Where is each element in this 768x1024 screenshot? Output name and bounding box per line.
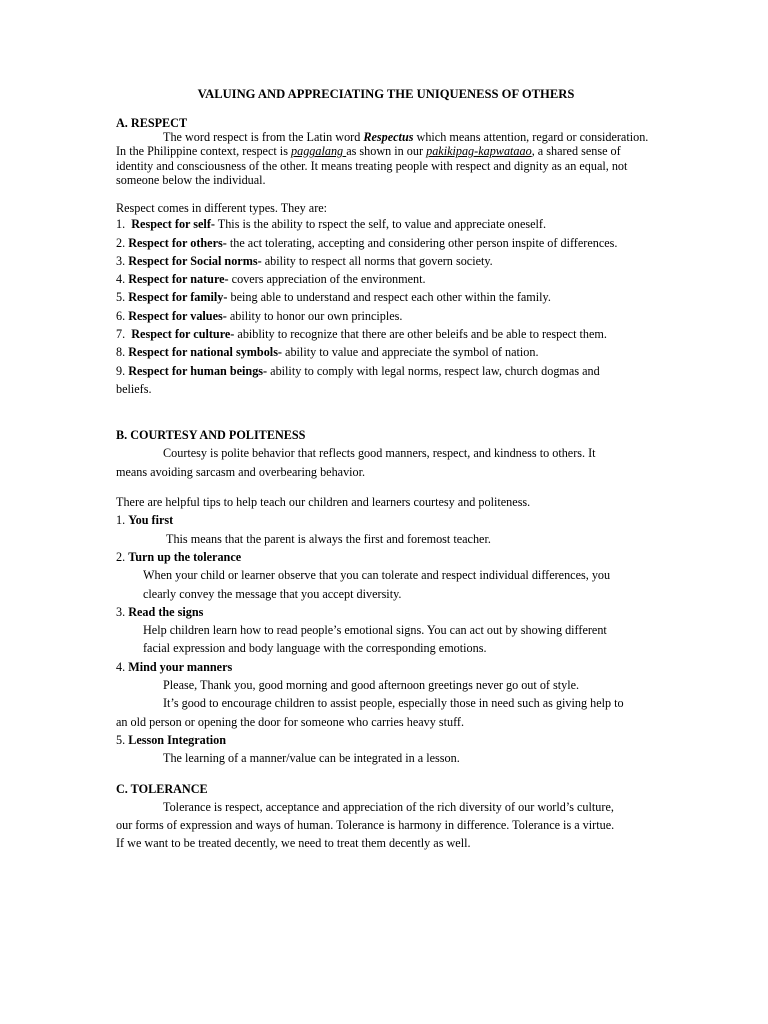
list-number: 4. xyxy=(116,272,129,287)
courtesy-intro-line-2: means avoiding sarcasm and overbearing behavior. xyxy=(116,464,366,479)
list-desc: covers appreciation of the environment. xyxy=(228,272,426,287)
tip-text: Please, Thank you, good morning and good afternoon greetings never go out of style. xyxy=(163,678,580,693)
list-term: Respect for self- xyxy=(131,217,215,232)
tip-title-manners xyxy=(116,658,656,676)
document-title: VALUING AND APPRECIATING THE UNIQUENESS OF OTHERS xyxy=(197,87,575,101)
term-paggalang: paggalang xyxy=(291,144,347,159)
tip-text: an old person or opening the door for someone who carries heavy stuff. xyxy=(116,714,465,729)
respect-types-intro: Respect comes in different types. They are: xyxy=(116,201,328,216)
tip-title-read-signs xyxy=(116,603,656,621)
list-number: 5. xyxy=(116,290,129,305)
list-desc: ability to value and appreciate the symbol of nation. xyxy=(282,345,539,360)
list-item xyxy=(116,288,656,306)
list-number: 1. xyxy=(116,217,132,232)
list-desc: being able to understand and respect each other within the family. xyxy=(227,290,551,305)
section-a-heading: A. RESPECT xyxy=(116,116,188,130)
list-number: 1. xyxy=(116,513,129,528)
list-desc: the act tolerating, accepting and considering other person inspite of differences. xyxy=(226,235,618,250)
courtesy-intro-line-1: Courtesy is polite behavior that reflects good manners, respect, and kindness to others. It xyxy=(163,446,596,461)
list-number: 4. xyxy=(116,659,129,674)
tip-text: The learning of a manner/value can be integrated in a lesson. xyxy=(163,751,460,766)
list-item xyxy=(116,270,656,288)
tolerance-line-2: our forms of expression and ways of human. Tolerance is harmony in difference. Tolerance is a virtue. xyxy=(116,818,615,833)
tolerance-line-3: If we want to be treated decently, we need to treat them decently as well. xyxy=(116,836,471,851)
tip-title-you-first xyxy=(116,511,656,529)
list-desc: ability to honor our own principles. xyxy=(226,308,403,323)
tip-title: You first xyxy=(128,513,174,528)
tip-title-lesson xyxy=(116,731,656,749)
list-desc: abiblity to recognize that there are other beleifs and be able to respect them. xyxy=(234,327,607,341)
list-term: Respect for national symbols- xyxy=(128,345,282,360)
respect-intro-text: The word respect is from the Latin word xyxy=(163,130,364,145)
section-b-heading: B. COURTESY AND POLITENESS xyxy=(116,428,306,443)
list-item xyxy=(116,362,656,380)
respect-intro-text-4: , a shared sense of identity and consciousness of the other. It means treating people with respect and dignity as an equal, not someone below the individual. xyxy=(116,144,628,187)
tip-text: facial expression and body language with the corresponding emotions. xyxy=(143,641,487,656)
list-continuation: beliefs. xyxy=(116,381,152,396)
document-body xyxy=(116,87,656,853)
tip-title: Read the signs xyxy=(128,604,204,619)
list-item xyxy=(116,343,656,361)
respect-types-list xyxy=(116,215,656,398)
list-number: 2. xyxy=(116,549,129,564)
respect-intro-text-3: as shown in our xyxy=(346,144,427,159)
list-item xyxy=(116,307,656,325)
list-item xyxy=(116,234,656,252)
tip-title: Mind your manners xyxy=(128,659,233,674)
latin-word: Respectus xyxy=(363,130,414,145)
tolerance-line-1: Tolerance is respect, acceptance and appreciation of the rich diversity of our world’s culture, xyxy=(163,799,614,814)
tip-text: When your child or learner observe that you can tolerate and respect individual differences, you xyxy=(143,568,611,583)
list-number: 5. xyxy=(116,732,129,747)
list-number: 8. xyxy=(116,345,129,360)
list-desc: ability to comply with legal norms, respect law, church dogmas and xyxy=(267,363,600,378)
list-term: Respect for culture- xyxy=(131,327,235,341)
tip-title-tolerance xyxy=(116,548,656,566)
list-number: 6. xyxy=(116,308,129,323)
tip-text: Help children learn how to read people’s emotional signs. You can act out by showing different xyxy=(143,623,607,638)
list-number: 2. xyxy=(116,235,129,250)
respect-intro-paragraph xyxy=(116,130,656,187)
list-number: 9. xyxy=(116,363,129,378)
respect-intro-text-2: which means attention, regard or consideration. In the Philippine context, respect is xyxy=(116,130,649,159)
list-desc: ability to respect all norms that govern society. xyxy=(261,253,493,268)
list-term: Respect for family- xyxy=(128,290,228,305)
list-term: Respect for human beings- xyxy=(128,363,268,378)
tip-text: clearly convey the message that you accept diversity. xyxy=(143,586,402,601)
tip-text: It’s good to encourage children to assist people, especially those in need such as giving help to xyxy=(163,696,624,711)
list-item xyxy=(116,325,656,343)
list-number: 3. xyxy=(116,604,129,619)
list-term: Respect for values- xyxy=(128,308,227,323)
list-number: 7. xyxy=(116,327,132,341)
list-desc: This is the ability to rspect the self, to value and appreciate oneself. xyxy=(214,217,547,232)
list-term: Respect for others- xyxy=(128,235,227,250)
tip-title: Turn up the tolerance xyxy=(128,549,242,564)
term-pakikipag-kapwataao: pakikipag-kapwataao xyxy=(426,144,532,159)
list-number: 3. xyxy=(116,253,129,268)
tip-title: Lesson Integration xyxy=(128,732,227,747)
tips-intro: There are helpful tips to help teach our children and learners courtesy and politeness. xyxy=(116,495,531,510)
list-item xyxy=(116,215,656,233)
section-c-heading: C. TOLERANCE xyxy=(116,781,208,796)
tip-text: This means that the parent is always the first and foremost teacher. xyxy=(166,531,491,546)
list-item xyxy=(116,252,656,270)
list-term: Respect for Social norms- xyxy=(128,253,262,268)
list-term: Respect for nature- xyxy=(128,272,229,287)
